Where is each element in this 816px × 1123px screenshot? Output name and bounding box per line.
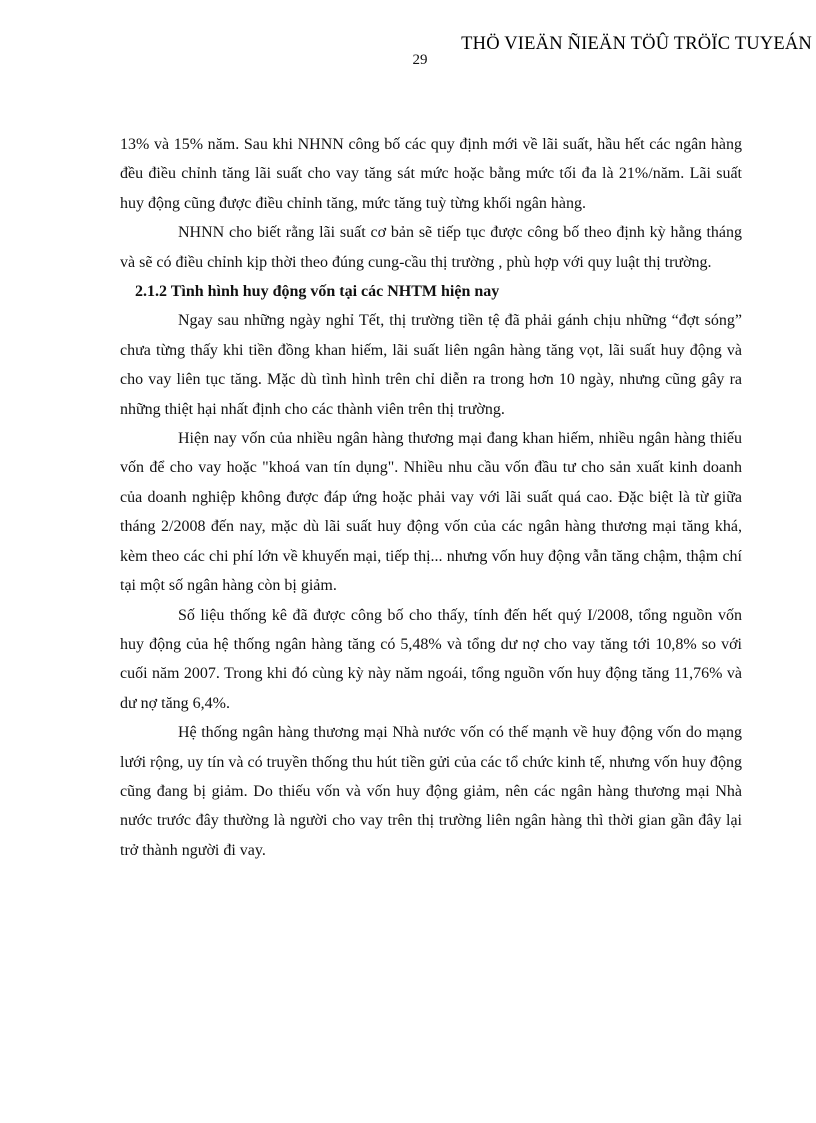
library-watermark: THÖ VIEÄN ÑIEÄN TÖÛ TRÖÏC TUYEÁN xyxy=(461,34,812,54)
paragraph: Số liệu thống kê đã được công bố cho thấy, tính đến hết quý I/2008, tổng nguồn vốn huy động của hệ thống ngân hàng tăng có 5,48% và tổng dư nợ cho vay tăng tới 10,8% so với cuối năm 2007. Trong khi đó cùng kỳ này năm ngoái, tổng nguồn vốn huy động tăng 11,76% và dư nợ tăng 6,4%. xyxy=(120,606,742,712)
paragraph: NHNN cho biết rằng lãi suất cơ bản sẽ tiếp tục được công bố theo định kỳ hằng tháng và sẽ có điều chỉnh kịp thời theo đúng cung-cầu thị trường , phù hợp với quy luật thị trường. xyxy=(120,224,742,271)
paragraph-continued: 13% và 15% năm. Sau khi NHNN công bố các quy định mới về lãi suất, hầu hết các ngân hàng đều điều chỉnh tăng lãi suất cho vay tăng sát mức hoặc bằng mức tối đa là 21%/năm. Lãi suất huy động cũng được điều chỉnh tăng, mức tăng tuỳ từng khối ngân hàng. xyxy=(120,136,742,212)
paragraph: Ngay sau những ngày nghỉ Tết, thị trường tiền tệ đã phải gánh chịu những “đợt sóng” chưa từng thấy khi tiền đồng khan hiếm, lãi suất liên ngân hàng tăng vọt, lãi suất huy động và cho vay liên tục tăng. Mặc dù tình hình trên chỉ diễn ra trong hơn 10 ngày, nhưng cũng gây ra những thiệt hại nhất định cho các thành viên trên thị trường. xyxy=(120,312,742,418)
paragraph: Hiện nay vốn của nhiều ngân hàng thương mại đang khan hiếm, nhiều ngân hàng thiếu vốn để cho vay hoặc "khoá van tín dụng". Nhiều nhu cầu vốn đầu tư cho sản xuất kinh doanh của doanh nghiệp không được đáp ứng hoặc phải vay với lãi suất quá cao. Đặc biệt là từ giữa tháng 2/2008 đến nay, mặc dù lãi suất huy động vốn của các ngân hàng thương mại tăng khá, kèm theo các chi phí lớn về khuyến mại, tiếp thị... nhưng vốn huy động vẫn tăng chậm, thậm chí tại một số ngân hàng còn bị giảm. xyxy=(120,430,742,595)
document-body xyxy=(120,130,742,865)
section-heading: 2.1.2 Tình hình huy động vốn tại các NHTM hiện nay xyxy=(135,283,500,301)
paragraph: Hệ thống ngân hàng thương mại Nhà nước vốn có thế mạnh về huy động vốn do mạng lưới rộng, uy tín và có truyền thống thu hút tiền gửi của các tổ chức kinh tế, nhưng vốn huy động cũng đang bị giảm. Do thiếu vốn và vốn huy động giảm, nên các ngân hàng thương mại Nhà nước trước đây thường là người cho vay trên thị trường liên ngân hàng thì thời gian gần đây lại trở thành người đi vay. xyxy=(120,724,742,859)
page-number: 29 xyxy=(412,52,428,68)
